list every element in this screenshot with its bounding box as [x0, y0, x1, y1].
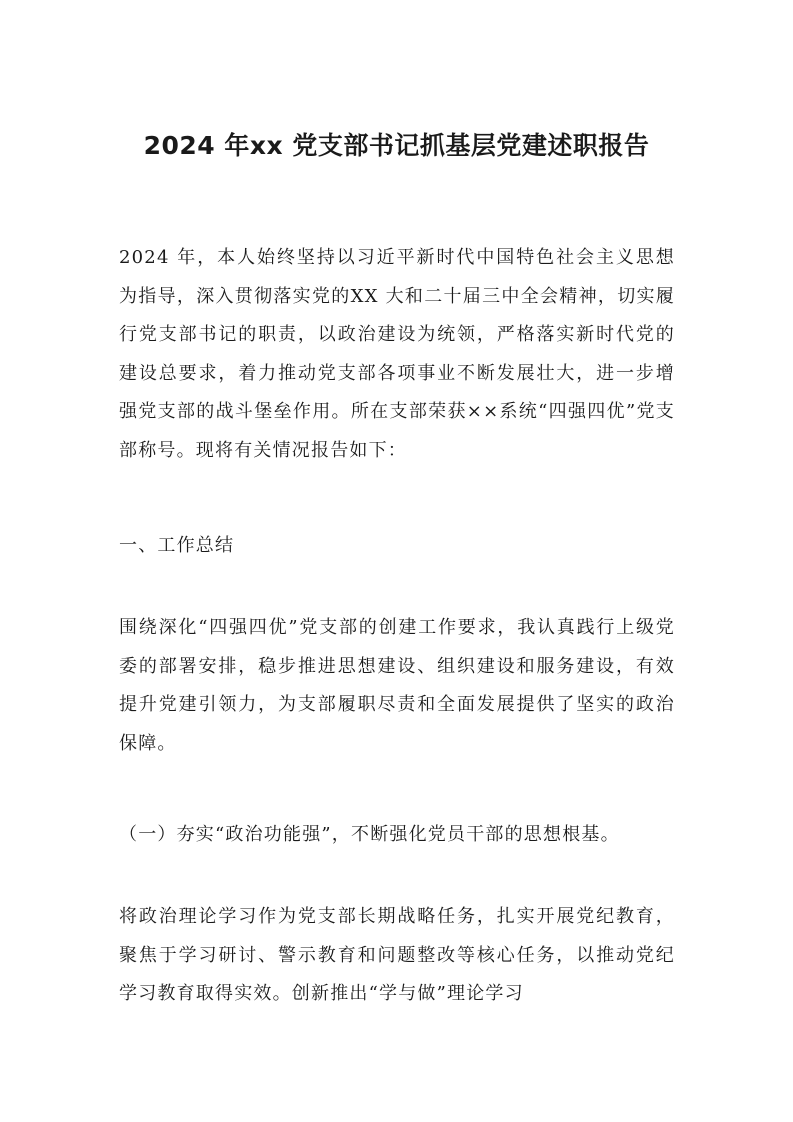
- section-paragraph-summary: 围绕深化“四强四优”党支部的创建工作要求，我认真践行上级党委的部署安排，稳步推进思想建设、组织建设和服务建设，有效提升党建引领力，为支部履职尽责和全面发展提供了坚实的政治保障。: [119, 617, 675, 754]
- section-heading-work-summary: 一、工作总结: [119, 535, 235, 556]
- intro-paragraph: 2024 年，本人始终坚持以习近平新时代中国特色社会主义思想为指导，深入贯彻落实党的XX 大和二十届三中全会精神，切实履行党支部书记的职责，以政治建设为统领，严格落实新时代党的建设总要求，着力推动党支部各项事业不断发展壮大，进一步增强党支部的战斗堡垒作用。所在支部荣获××系统“四强四优”党支部称号。现将有关情况报告如下：: [119, 247, 675, 461]
- document-title: 2024 年xx 党支部书记抓基层党建述职报告: [143, 131, 650, 160]
- subsection-heading-political-function: （一）夯实“政治功能强”，不断强化党员干部的思想根基。: [119, 824, 620, 845]
- subsection-paragraph-theory-study: 将政治理论学习作为党支部长期战略任务，扎实开展党纪教育，聚焦于学习研讨、警示教育和问题整改等核心任务，以推动党纪学习教育取得实效。创新推出“学与做”理论学习: [119, 906, 675, 1004]
